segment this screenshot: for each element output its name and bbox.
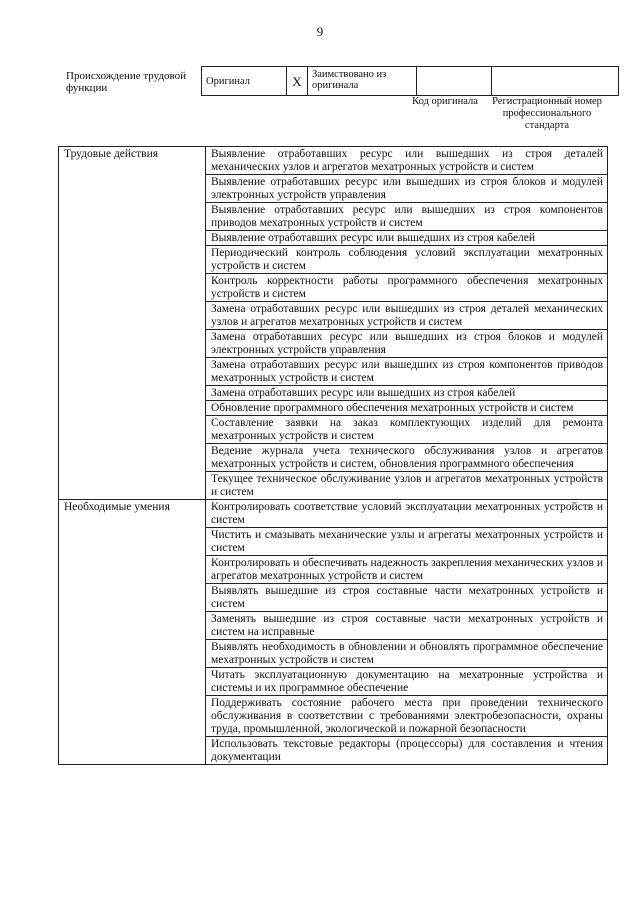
original-mark: X: [287, 67, 308, 96]
list-item: Читать эксплуатационную документацию на мехатронные устройства и системы и их программное обеспечение: [206, 668, 608, 696]
code-cell: [417, 67, 492, 96]
list-item: Замена отработавших ресурс или вышедших из строя блоков и модулей электронных устройств управления: [206, 330, 608, 358]
list-item: Выявление отработавших ресурс или вышедших из строя блоков и модулей электронных устройств управления: [206, 175, 608, 203]
list-item: Контроль корректности работы программного обеспечения мехатронных устройств и систем: [206, 274, 608, 302]
borrowed-cell: Заимствовано из оригинала: [308, 67, 417, 96]
list-item: Поддерживать состояние рабочего места при проведении технического обслуживания в соответствии с требованиями электробезопасности, охраны труда, промышленной, экологической и пожарной безопасности: [206, 696, 608, 737]
function-table: [58, 146, 608, 765]
list-item: Контролировать соответствие условий эксплуатации мехатронных устройств и систем: [206, 500, 608, 528]
caption-code: Код оригинала: [412, 96, 478, 107]
list-item: Замена отработавших ресурс или вышедших из строя кабелей: [206, 386, 608, 401]
list-item: Контролировать и обеспечивать надежность закрепления механических узлов и агрегатов мехатронных устройств и систем: [206, 556, 608, 584]
list-item: Заменять вышедшие из строя составные части мехатронных устройств и систем на исправные: [206, 612, 608, 640]
table-row: [59, 500, 608, 528]
caption-reg: Регистрационный номер профессионального стандарта: [492, 96, 602, 131]
list-item: Использовать текстовые редакторы (процессоры) для составления и чтения документации: [206, 737, 608, 765]
list-item: Чистить и смазывать механические узлы и агрегаты мехатронных устройств и систем: [206, 528, 608, 556]
origin-table: [201, 66, 619, 96]
list-item: Периодический контроль соблюдения условий эксплуатации мехатронных устройств и систем: [206, 246, 608, 274]
list-item: Выявлять необходимость в обновлении и обновлять программное обеспечение мехатронных устройств и систем: [206, 640, 608, 668]
original-cell: Оригинал: [202, 67, 287, 96]
list-item: Обновление программного обеспечения мехатронных устройств и систем: [206, 401, 608, 416]
list-item: Выявлять вышедшие из строя составные части мехатронных устройств и систем: [206, 584, 608, 612]
page-number: 9: [316, 24, 324, 39]
list-item: Ведение журнала учета технического обслуживания узлов и агрегатов мехатронных устройств и систем, обновления программного обеспечения: [206, 444, 608, 472]
list-item: Выявление отработавших ресурс или вышедших из строя компонентов приводов мехатронных устройств и систем: [206, 203, 608, 231]
list-item: Текущее техническое обслуживание узлов и агрегатов мехатронных устройств и систем: [206, 472, 608, 500]
list-item: Составление заявки на заказ комплектующих изделий для ремонта мехатронных устройств и систем: [206, 416, 608, 444]
list-item: Замена отработавших ресурс или вышедших из строя деталей механических узлов и агрегатов мехатронных устройств и систем: [206, 302, 608, 330]
origin-label: Происхождение трудовой функции: [66, 70, 187, 94]
list-item: Выявление отработавших ресурс или вышедших из строя деталей механических узлов и агрегатов мехатронных устройств и систем: [206, 147, 608, 175]
section-title: Трудовые действия: [59, 147, 206, 500]
reg-number-cell: [492, 67, 619, 96]
list-item: Выявление отработавших ресурс или вышедших из строя кабелей: [206, 231, 608, 246]
section-title: Необходимые умения: [59, 500, 206, 765]
list-item: Замена отработавших ресурс или вышедших из строя компонентов приводов мехатронных устройств и систем: [206, 358, 608, 386]
table-row: [59, 147, 608, 175]
